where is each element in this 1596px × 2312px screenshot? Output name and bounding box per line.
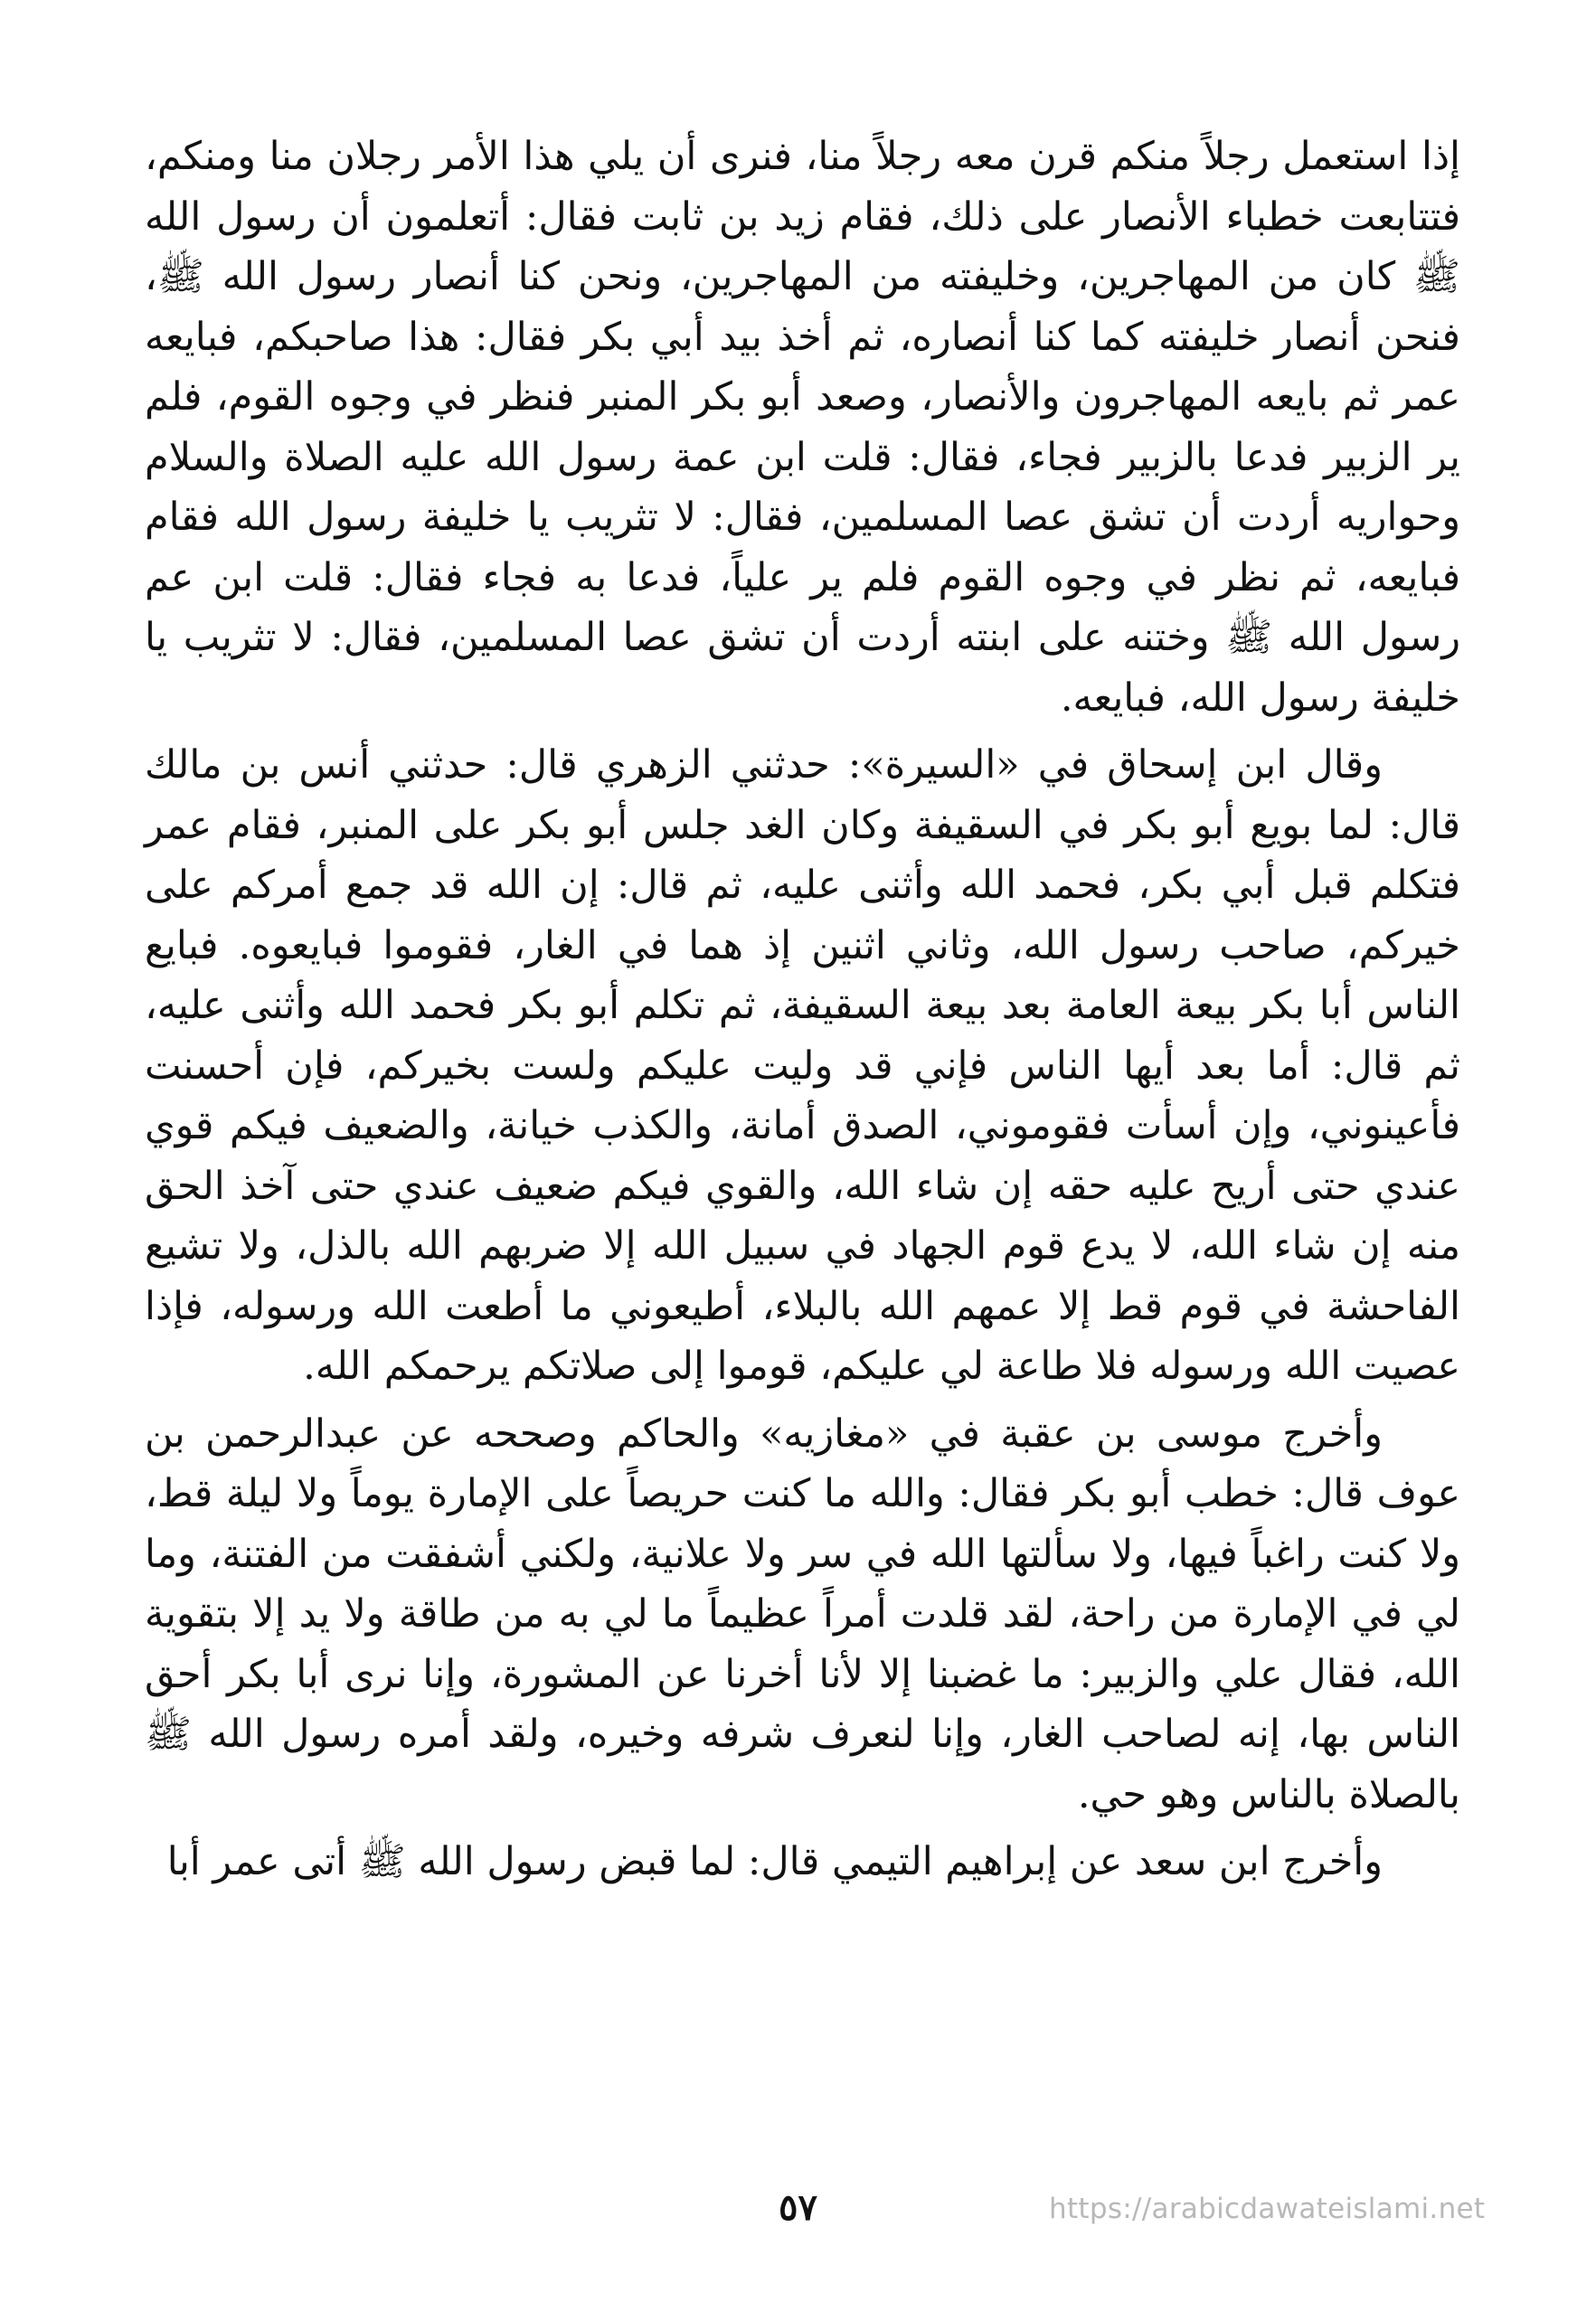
paragraph-1: إذا استعمل رجلاً منكم قرن معه رجلاً منا، فنرى أن يلي هذا الأمر رجلان منا ومنكم، فتتابعت خطباء الأنصار على ذلك، فقام زيد بن ثابت فقال: أتعلمون أن رسول الله ﷺ كان من المهاجرين، وخليفته من المهاجرين، ونحن كنا أنصار رسول الله ﷺ، فنحن أنصار خليفته كما كنا أنصاره، ثم أخذ بيد أبي بكر فقال: هذا صاحبكم، فبايعه عمر ثم بايعه المهاجرون والأنصار، وصعد أبو بكر المنبر فنظر في وجوه القوم، فلم ير الزبير فدعا بالزبير فجاء، فقال: قلت ابن عمة رسول الله عليه الصلاة والسلام وحواريه أردت أن تشق عصا المسلمين، فقال: لا تثريب يا خليفة رسول الله فقام فبايعه، ثم نظر في وجوه القوم فلم ير علياً، فدعا به فجاء فقال: قلت ابن عم رسول الله ﷺ وختنه على ابنته أردت أن تشق عصا المسلمين، فقال: لا تثريب يا خليفة رسول الله، فبايعه. bbox=[145, 134, 1460, 721]
paragraph-2: وقال ابن إسحاق في «السيرة»: حدثني الزهري قال: حدثني أنس بن مالك قال: لما بويع أبو بكر في السقيفة وكان الغد جلس أبو بكر على المنبر، فقام عمر فتكلم قبل أبي بكر، فحمد الله وأثنى عليه، ثم قال: إن الله قد جمع أمركم على خيركم، صاحب رسول الله، وثاني اثنين إذ هما في الغار، فقوموا فبايعوه. فبايع الناس أبا بكر بيعة العامة بعد بيعة السقيفة، ثم تكلم أبو بكر فحمد الله وأثنى عليه، ثم قال: أما بعد أيها الناس فإني قد وليت عليكم ولست بخيركم، فإن أحسنت فأعينوني، وإن أسأت فقوموني، الصدق أمانة، والكذب خيانة، والضعيف فيكم قوي عندي حتى أريح عليه حقه إن شاء الله، والقوي فيكم ضعيف عندي حتى آخذ الحق منه إن شاء الله، لا يدع قوم الجهاد في سبيل الله إلا ضربهم الله بالذل، ولا تشيع الفاحشة في قوم قط إلا عمهم الله بالبلاء، أطيعوني ما أطعت الله ورسوله، فإذا عصيت الله ورسوله فلا طاعة لي عليكم، قوموا إلى صلاتكم يرحمكم الله. bbox=[145, 742, 1460, 1389]
body-text bbox=[145, 127, 1460, 1892]
paragraph-3: وأخرج موسى بن عقبة في «مغازيه» والحاكم وصححه عن عبدالرحمن بن عوف قال: خطب أبو بكر فقال: والله ما كنت حريصاً على الإمارة يوماً ولا ليلة قط، ولا كنت راغباً فيها، ولا سألتها الله في سر ولا علانية، ولكني أشفقت من الفتنة، وما لي في الإمارة من راحة، لقد قلدت أمراً عظيماً ما لي به من طاقة ولا يد إلا بتقوية الله، فقال علي والزبير: ما غضبنا إلا لأنا أخرنا عن المشورة، وإنا نرى أبا بكر أحق الناس بها، إنه لصاحب الغار، وإنا لنعرف شرفه وخيره، ولقد أمره رسول الله ﷺ بالصلاة بالناس وهو حي. bbox=[145, 1411, 1460, 1817]
source-url[interactable]: https://arabicdawateislami.net bbox=[1049, 2193, 1486, 2225]
paragraph-4: وأخرج ابن سعد عن إبراهيم التيمي قال: لما قبض رسول الله ﷺ أتى عمر أبا bbox=[166, 1839, 1383, 1884]
page-number: ٥٧ bbox=[779, 2186, 817, 2229]
